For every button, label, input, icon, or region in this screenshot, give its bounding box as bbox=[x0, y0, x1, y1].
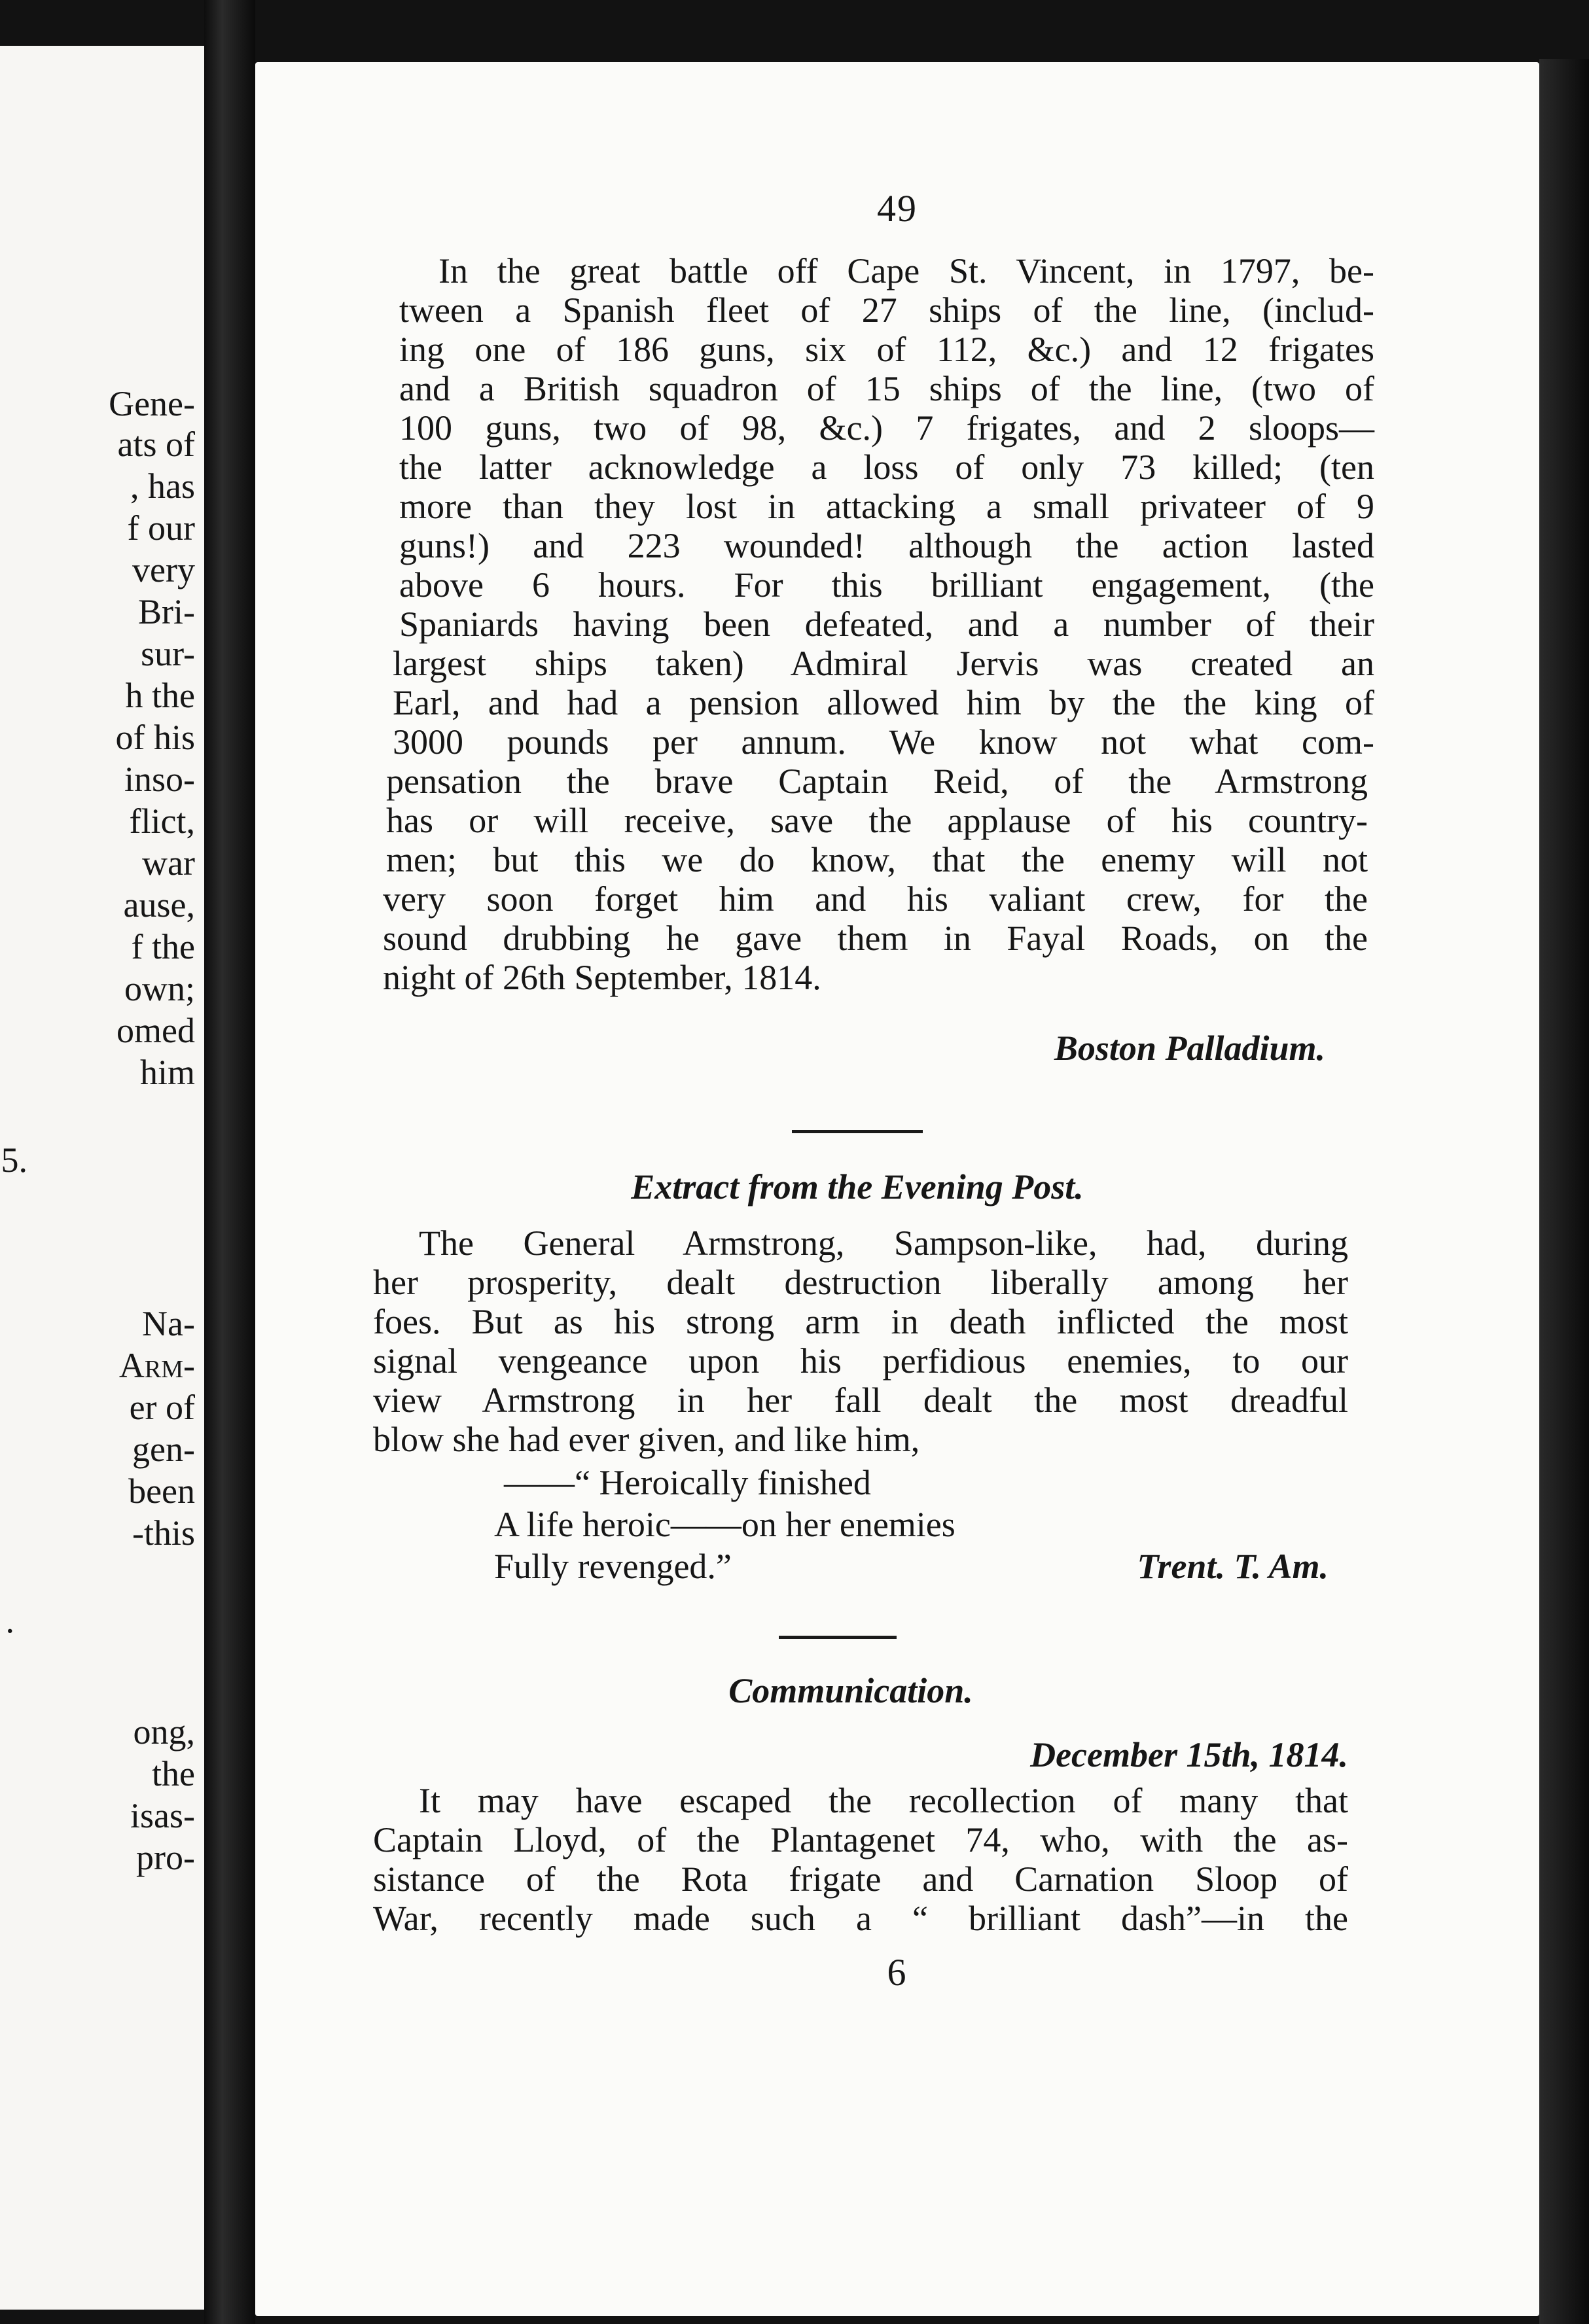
page-number: 49 bbox=[877, 187, 918, 230]
text-line: The General Armstrong, Sampson-like, had, during bbox=[419, 1224, 1348, 1263]
text-line: Earl, and had a pension allowed him by the the king of bbox=[393, 683, 1374, 722]
left-fragment: him bbox=[139, 1053, 195, 1092]
text-line: signal vengeance upon his perfidious enemies, to our bbox=[373, 1341, 1348, 1381]
left-fragment: own; bbox=[124, 969, 195, 1008]
text-line: largest ships taken) Admiral Jervis was created an bbox=[393, 644, 1374, 683]
text-line: 100 guns, two of 98, &c.) 7 frigates, and 2 sloops— bbox=[399, 408, 1374, 448]
left-fragment: inso- bbox=[124, 760, 195, 799]
text-line: 3000 pounds per annum. We know not what com- bbox=[393, 722, 1374, 762]
text-line: her prosperity, dealt destruction liberally among her bbox=[373, 1263, 1348, 1302]
left-fragment: Arm- bbox=[118, 1346, 195, 1385]
left-fragment: Gene- bbox=[109, 384, 195, 423]
text-line: view Armstrong in her fall dealt the most dreadful bbox=[373, 1381, 1348, 1420]
text-line: guns!) and 223 wounded! although the action lasted bbox=[399, 526, 1374, 565]
text-line: very soon forget him and his valiant crew, for the bbox=[383, 879, 1368, 919]
left-fragment: isas- bbox=[130, 1796, 195, 1835]
text-line: pensation the brave Captain Reid, of the Armstrong bbox=[386, 762, 1368, 801]
verse-line: A life heroic——on her enemies bbox=[494, 1505, 955, 1544]
left-fragment: . bbox=[5, 1601, 14, 1640]
text-line: It may have escaped the recollection of many that bbox=[419, 1781, 1348, 1820]
signature-mark: 6 bbox=[887, 1951, 908, 1994]
source-trent: Trent. T. Am. bbox=[1137, 1547, 1329, 1586]
left-fragment: sur- bbox=[141, 634, 195, 673]
left-fragment: er of bbox=[129, 1388, 195, 1427]
text-line: the latter acknowledge a loss of only 73 killed; (ten bbox=[399, 448, 1374, 487]
text-line: In the great battle off Cape St. Vincent, in 1797, be- bbox=[438, 251, 1374, 290]
left-fragment: Bri- bbox=[138, 592, 195, 631]
left-fragment: very bbox=[132, 550, 195, 590]
text-line: men; but this we do know, that the enemy will not bbox=[386, 840, 1368, 879]
text-line: Spaniards having been defeated, and a number of their bbox=[399, 605, 1374, 644]
text-line: above 6 hours. For this brilliant engagement, (the bbox=[399, 565, 1374, 605]
left-fragment: f the bbox=[131, 927, 195, 966]
left-fragment: -this bbox=[132, 1513, 195, 1553]
left-fragment: the bbox=[152, 1754, 195, 1793]
verse-line: Fully revenged.” bbox=[494, 1547, 732, 1586]
text-line: sistance of the Rota frigate and Carnation Sloop of bbox=[373, 1859, 1348, 1899]
text-line: foes. But as his strong arm in death inflicted the most bbox=[373, 1302, 1348, 1341]
text-line: night of 26th September, 1814. bbox=[383, 958, 821, 997]
page-edge bbox=[1539, 59, 1589, 2324]
text-line: War, recently made such a “ brilliant dash”—in the bbox=[373, 1899, 1348, 1938]
left-fragment: gen- bbox=[132, 1430, 195, 1469]
text-line: has or will receive, save the applause of his country- bbox=[386, 801, 1368, 840]
left-fragment: ats of bbox=[117, 425, 195, 464]
left-fragment: 5. bbox=[1, 1140, 27, 1180]
left-fragment: flict, bbox=[129, 801, 195, 841]
left-fragment: h the bbox=[125, 676, 195, 715]
left-fragment: f our bbox=[127, 508, 195, 548]
text-line: and a British squadron of 15 ships of the line, (two of bbox=[399, 369, 1374, 408]
section-rule bbox=[779, 1636, 897, 1639]
left-fragment: Na- bbox=[142, 1304, 195, 1343]
text-line: ing one of 186 guns, six of 112, &c.) and 12 frigates bbox=[399, 330, 1374, 369]
left-fragment: pro- bbox=[136, 1838, 195, 1877]
text-line: sound drubbing he gave them in Fayal Roads, on the bbox=[383, 919, 1368, 958]
left-fragment: been bbox=[128, 1471, 195, 1511]
text-line: tween a Spanish fleet of 27 ships of the line, (includ- bbox=[399, 290, 1374, 330]
source-boston-palladium: Boston Palladium. bbox=[1054, 1029, 1325, 1068]
left-fragment: of his bbox=[115, 718, 195, 757]
left-fragment: ong, bbox=[133, 1712, 195, 1752]
left-fragment: , has bbox=[130, 467, 195, 506]
text-line: more than they lost in attacking a small privateer of 9 bbox=[399, 487, 1374, 526]
verse-line: ——“ Heroically finished bbox=[504, 1463, 871, 1502]
main-page bbox=[255, 62, 1539, 2316]
date-line: December 15th, 1814. bbox=[1030, 1735, 1348, 1774]
left-fragment: ause, bbox=[123, 885, 195, 924]
left-facing-page bbox=[0, 46, 204, 2310]
left-fragment: war bbox=[142, 843, 195, 883]
heading-evening-post: Extract from the Evening Post. bbox=[631, 1167, 1084, 1206]
section-rule bbox=[792, 1130, 923, 1133]
text-line: blow she had ever given, and like him, bbox=[373, 1420, 920, 1459]
book-gutter bbox=[204, 0, 255, 2324]
text-line: Captain Lloyd, of the Plantagenet 74, who, with the as- bbox=[373, 1820, 1348, 1859]
left-fragment: omed bbox=[116, 1011, 195, 1050]
heading-communication: Communication. bbox=[728, 1671, 973, 1710]
